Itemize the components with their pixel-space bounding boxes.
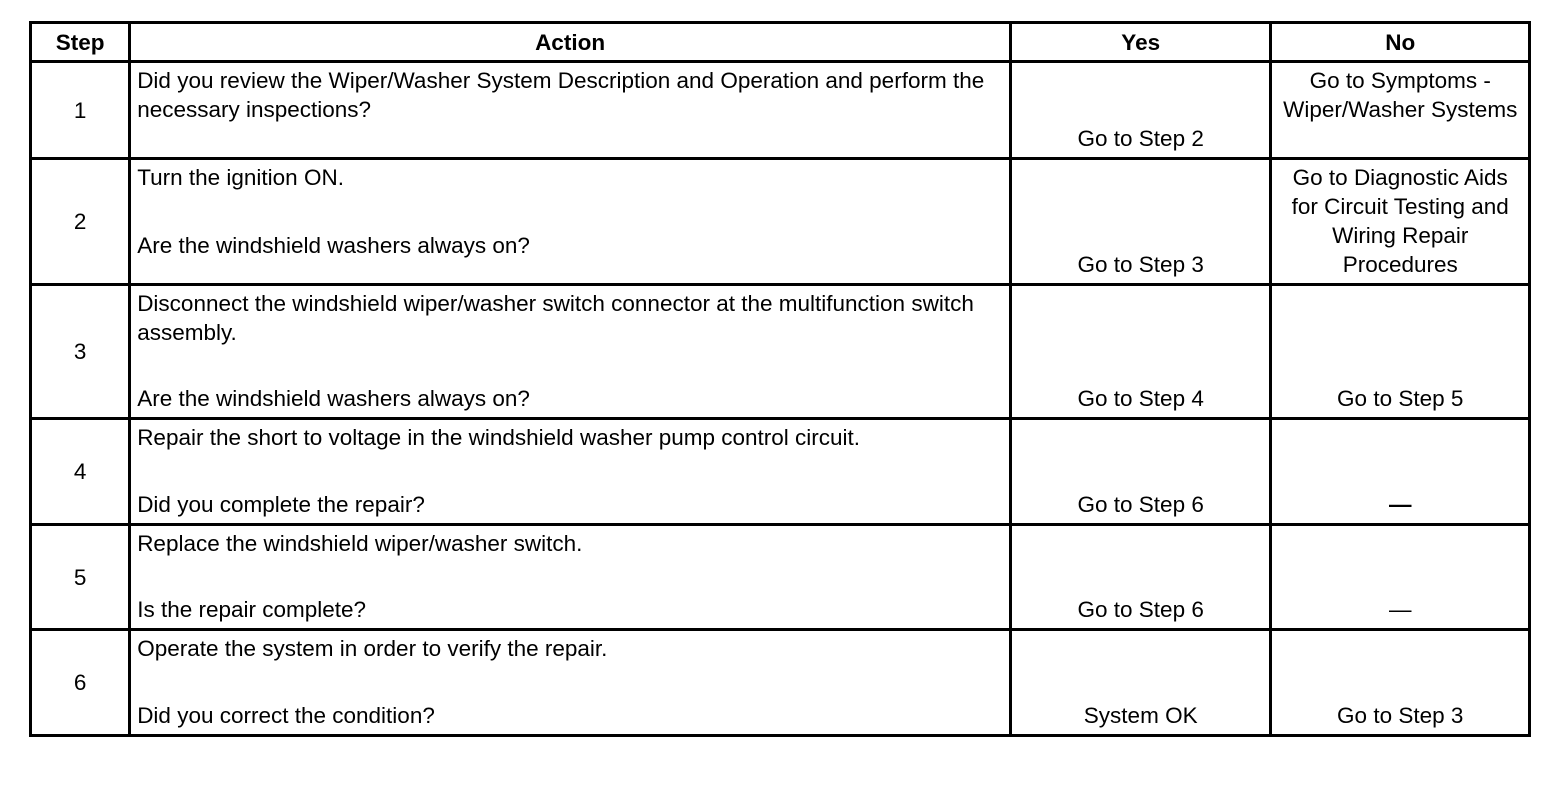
action-cell [130,630,1011,736]
action-cell [130,285,1011,419]
no-result: Go to Diagnostic Aids for Circuit Testing and Wiring Repair Procedures [1271,159,1530,285]
action-cell [130,525,1011,630]
step-number: 2 [31,159,130,285]
yes-result: Go to Step 6 [1010,419,1271,525]
header-step: Step [31,23,130,62]
action-instruction: Disconnect the windshield wiper/washer switch connector at the multifunction switch assembly. [137,291,974,345]
no-result: Go to Step 3 [1271,630,1530,736]
step-number: 5 [31,525,130,630]
no-result: Go to Step 5 [1271,285,1530,419]
table-row [31,62,1530,159]
table-row [31,419,1530,525]
action-cell [130,159,1011,285]
table-row [31,159,1530,285]
header-yes: Yes [1010,23,1271,62]
header-action: Action [130,23,1011,62]
action-question: Did you correct the condition? [137,703,435,728]
step-number: 1 [31,62,130,159]
diagnostic-table [29,21,1531,737]
action-question: Is the repair complete? [137,597,367,622]
table-row [31,630,1530,736]
action-instruction: Turn the ignition ON. [137,165,344,190]
yes-result: Go to Step 3 [1010,159,1271,285]
header-no: No [1271,23,1530,62]
action-cell [130,62,1011,159]
no-result: Go to Symptoms - Wiper/Washer Systems [1271,62,1530,159]
action-instruction: Replace the windshield wiper/washer switch. [137,531,583,556]
action-question: Are the windshield washers always on? [137,386,530,411]
action-instruction: Operate the system in order to verify the repair. [137,636,608,661]
header-row [31,23,1530,62]
action-question: Are the windshield washers always on? [137,233,530,258]
step-number: 6 [31,630,130,736]
yes-result: Go to Step 4 [1010,285,1271,419]
yes-result: System OK [1010,630,1271,736]
yes-result: Go to Step 2 [1010,62,1271,159]
no-result: — [1271,525,1530,630]
table-row [31,285,1530,419]
table-row [31,525,1530,630]
step-number: 3 [31,285,130,419]
action-cell [130,419,1011,525]
yes-result: Go to Step 6 [1010,525,1271,630]
step-number: 4 [31,419,130,525]
action-instruction: Did you review the Wiper/Washer System Description and Operation and perform the necessary inspections? [137,68,985,122]
no-result: — [1271,419,1530,525]
action-instruction: Repair the short to voltage in the windshield washer pump control circuit. [137,425,861,450]
action-question: Did you complete the repair? [137,492,425,517]
